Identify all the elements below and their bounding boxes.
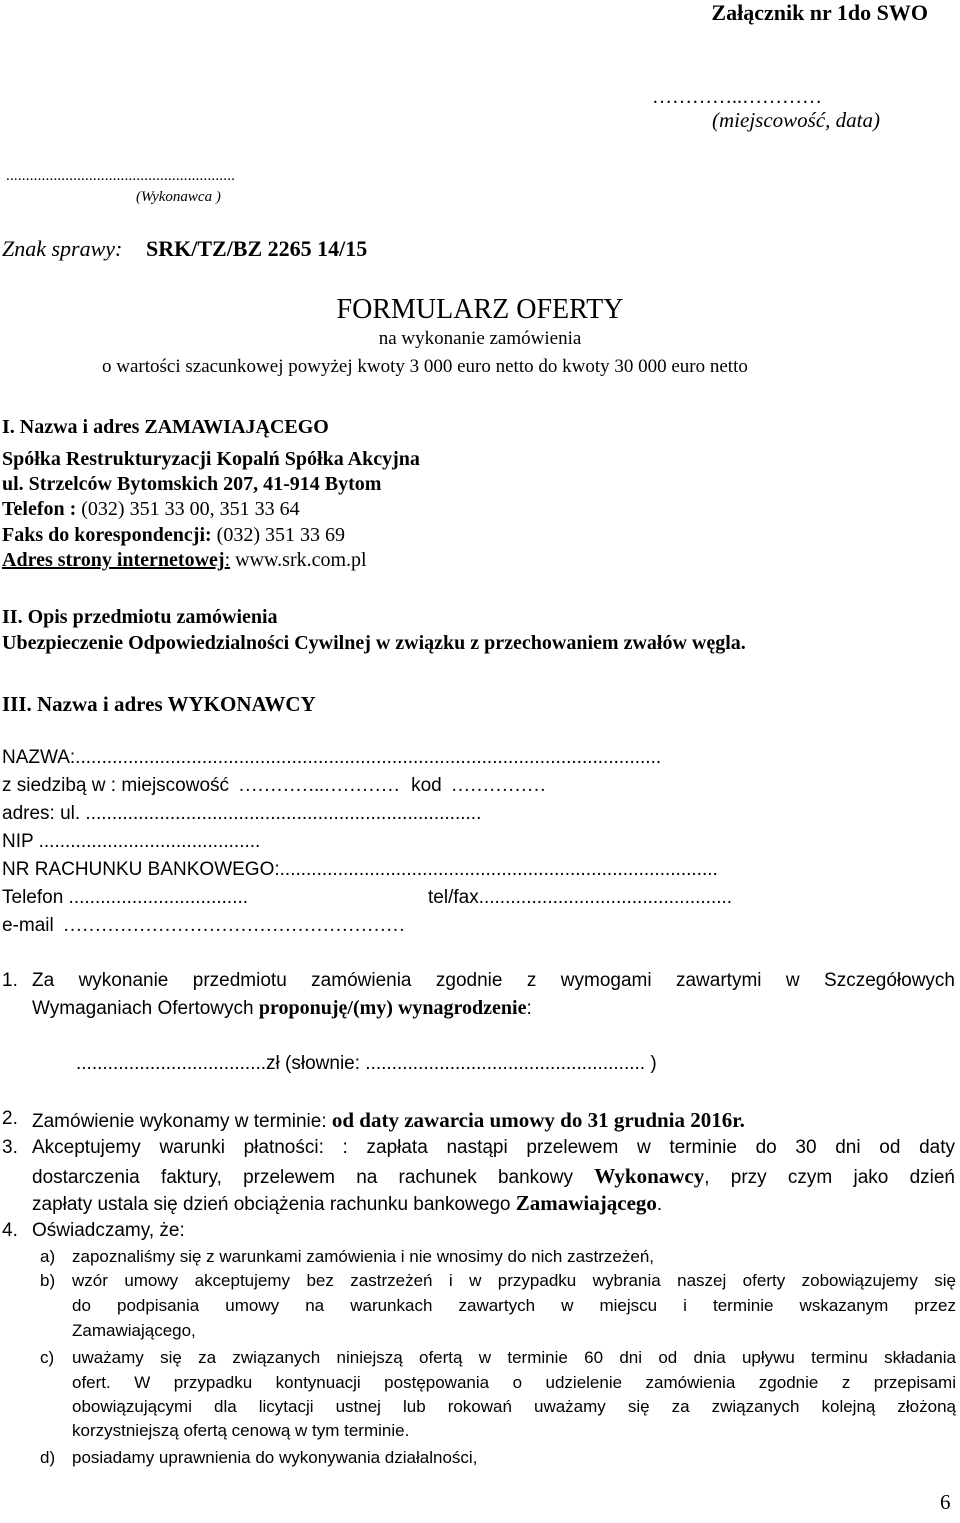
item-1-line-1: Za wykonanie przedmiotu zamówienia zgodnie z wymogami zawartymi w Szczegółowych <box>32 970 955 991</box>
item-2-plain: Zamówienie wykonamy w terminie: <box>32 1111 332 1132</box>
code-dots: …………… <box>451 775 547 796</box>
section-2-text: Ubezpieczenie Odpowiedzialności Cywilnej w związku z przechowaniem zwałów węgla. <box>2 632 746 654</box>
section-1-company: Spółka Restrukturyzacji Kopalń Spółka Akcyjna <box>2 448 420 470</box>
section-1-phone <box>2 498 300 521</box>
code-label: kod <box>411 775 442 796</box>
phone-value: (032) 351 33 00, 351 33 64 <box>76 498 300 520</box>
seat-dots: …………..………… <box>238 775 400 796</box>
decl-a-letter: a) <box>40 1247 56 1266</box>
contractor-address-field[interactable]: adres: ul. ........................................................................... <box>2 803 482 824</box>
decl-d-letter: d) <box>40 1448 56 1467</box>
fax-value: (032) 351 33 69 <box>211 524 345 546</box>
item-2-text <box>32 1108 745 1133</box>
decl-b-line-3: Zamawiającego, <box>72 1321 196 1340</box>
item-3-line-1: Akceptujemy warunki płatności: : zapłata nastąpi przelewem w terminie do 30 dni od daty <box>32 1137 955 1158</box>
nip-field[interactable]: NIP .......................................... <box>2 831 261 852</box>
item-1-number: 1. <box>2 970 18 991</box>
item-3-number: 3. <box>2 1137 18 1158</box>
item-3-l2-bold: Wykonawcy <box>594 1164 705 1188</box>
item-4-text: Oświadczamy, że: <box>32 1220 185 1241</box>
contractor-dots: .......................................................... <box>6 168 236 184</box>
item-1-plain: Wymaganiach Ofertowych <box>32 998 259 1019</box>
attachment-label: Załącznik nr 1do SWO <box>711 0 928 25</box>
fax-label: Faks do korespondencji: <box>2 524 212 546</box>
phone-label: Telefon : <box>2 498 77 520</box>
item-3-line-2 <box>32 1164 955 1189</box>
place-date-dots: …………..………… <box>652 86 822 108</box>
website-link[interactable]: www.srk.com.pl <box>230 549 367 571</box>
decl-b-line-2: do podpisania umowy na warunkach zawartych w miejscu i terminie wskazanym przez <box>72 1296 956 1315</box>
email-field[interactable] <box>2 915 405 937</box>
form-subtitle-2: o wartości szacunkowej powyżej kwoty 3 000 euro netto do kwoty 30 000 euro netto <box>102 356 748 377</box>
contractor-name-field[interactable]: NAZWA:............................................................................................................... <box>2 747 662 768</box>
item-3-l2-end: , przy czym jako dzień <box>704 1167 955 1188</box>
decl-b-letter: b) <box>40 1271 56 1290</box>
case-label: Znak sprawy: <box>2 236 123 261</box>
page-number: 6 <box>940 1490 951 1514</box>
item-4-number: 4. <box>2 1220 18 1241</box>
email-label: e-mail <box>2 915 54 936</box>
item-3-l2-plain: dostarczenia faktury, przelewem na rachunek bankowy <box>32 1167 595 1188</box>
contractor-label: (Wykonawca ) <box>136 189 221 205</box>
seat-label: z siedzibą w : miejscowość <box>2 775 230 796</box>
form-subtitle-1: na wykonanie zamówienia <box>378 328 582 349</box>
decl-c-letter: c) <box>40 1348 55 1367</box>
phone-field[interactable]: Telefon .................................. <box>2 887 249 908</box>
section-1-address: ul. Strzelców Bytomskich 207, 41-914 Bytom <box>2 473 382 495</box>
section-1-fax <box>2 524 345 547</box>
section-1-website <box>2 549 367 572</box>
section-2-heading: II. Opis przedmiotu zamówienia <box>2 606 278 628</box>
place-date-label: (miejscowość, data) <box>712 108 880 132</box>
decl-d-line-1: posiadamy uprawnienia do wykonywania działalności, <box>72 1448 478 1467</box>
decl-c-line-1: uważamy się za związanych niniejszą ofertą w terminie 60 dni od dnia upływu terminu składania <box>72 1348 956 1367</box>
item-3-l3-bold: Zamawiającego <box>515 1191 657 1215</box>
decl-a-line-1: zapoznaliśmy się z warunkami zamówienia i nie wnosimy do nich zastrzeżeń, <box>72 1247 655 1266</box>
item-1-bold: proponuję/(my) wynagrodzenie <box>258 997 527 1019</box>
item-1-line-2 <box>32 997 532 1020</box>
price-field[interactable]: ....................................zł (słownie: ..................................................... ) <box>76 1053 657 1074</box>
email-dots: ……………………………………………… <box>63 915 406 936</box>
decl-b-line-1: wzór umowy akceptujemy bez zastrzeżeń i w przypadku wybrania naszej oferty zobowiązujemy się <box>72 1271 956 1290</box>
decl-c-line-2: ofert. W przypadku kontynuacji postępowania o udzielenie zamówienia zgodnie z przepisami <box>72 1373 956 1392</box>
item-3-l3-end: . <box>656 1194 663 1215</box>
item-1-colon: : <box>526 998 532 1019</box>
decl-c-line-3: obowiązującymi dla licytacji ustnej lub rokowań uważamy się za związanych kolejną złożoną <box>72 1397 956 1416</box>
item-2-bold: od daty zawarcia umowy do 31 grudnia 2016r. <box>331 1108 745 1132</box>
form-title: FORMULARZ OFERTY <box>336 294 624 325</box>
section-3-heading: III. Nazwa i adres WYKONAWCY <box>2 692 316 716</box>
case-number: SRK/TZ/BZ 2265 14/15 <box>146 236 368 261</box>
website-colon: : <box>224 549 231 571</box>
section-1-heading: I. Nazwa i adres ZAMAWIAJĄCEGO <box>2 416 329 438</box>
website-label: Adres strony internetowej <box>2 549 225 571</box>
item-3-l3-plain: zapłaty ustala się dzień obciążenia rachunku bankowego <box>32 1194 516 1215</box>
item-3-line-3 <box>32 1191 662 1216</box>
contractor-seat-field[interactable] <box>2 775 546 797</box>
telfax-field[interactable]: tel/fax................................................ <box>428 887 733 908</box>
bank-account-field[interactable]: NR RACHUNKU BANKOWEGO:................................................................................... <box>2 859 718 880</box>
item-2-number: 2. <box>2 1108 18 1129</box>
decl-c-line-4: korzystniejszą ofertą cenową w tym terminie. <box>72 1421 410 1440</box>
